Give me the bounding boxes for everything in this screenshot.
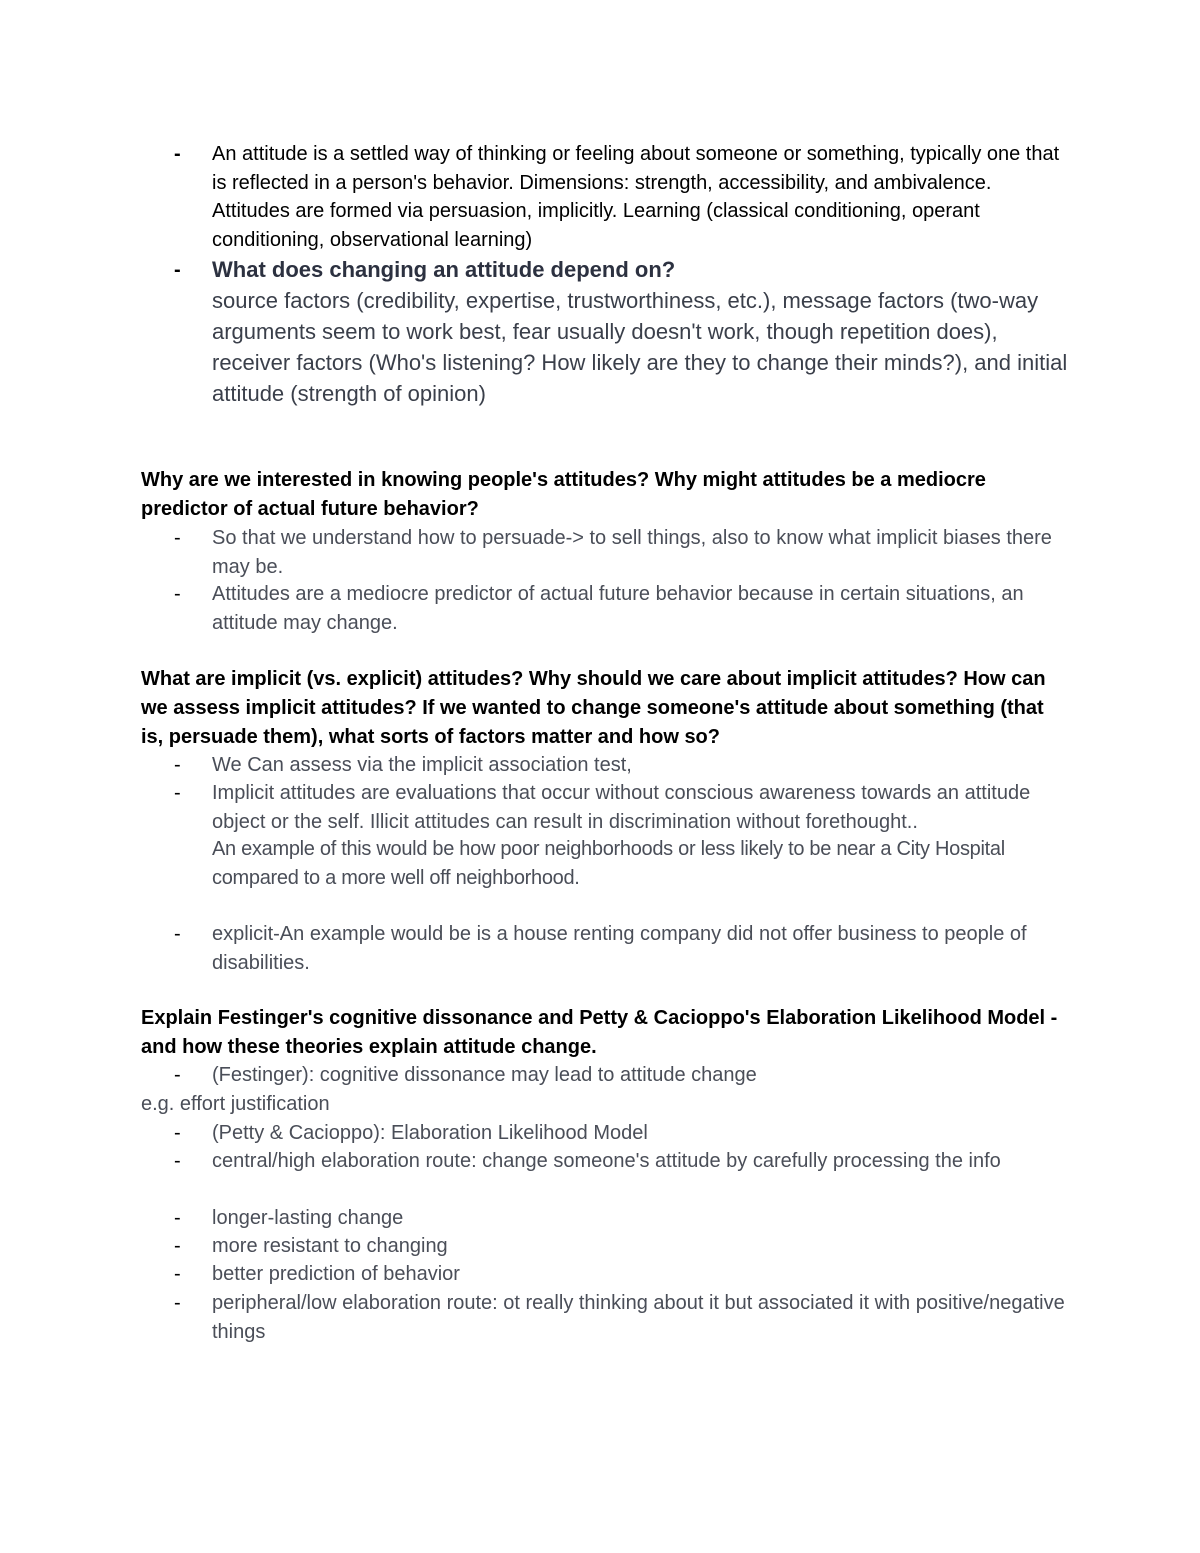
bullet-dash: -	[174, 1207, 181, 1229]
bullet-dash: -	[174, 1292, 181, 1314]
list-item: We Can assess via the implicit association test,	[212, 754, 632, 776]
list-item: better prediction of behavior	[212, 1263, 460, 1285]
bullet-dash: -	[174, 1064, 181, 1086]
example-line: e.g. effort justification	[141, 1093, 330, 1115]
bullet-dash: -	[174, 143, 181, 165]
attitude-change-answer: source factors (credibility, expertise, trustworthiness, etc.), message factors (two-way arguments seem to work best, fear usually doesn't work, though repetition does), receiver factors (Who's listening? How likely are they to change their minds?), and initial attitude (strength of opinion)	[212, 288, 1068, 406]
list-item: peripheral/low elaboration route: ot really thinking about it but associated it with positive/negative things	[212, 1292, 1065, 1343]
list-item: So that we understand how to persuade-> to sell things, also to know what implicit biases there may be.	[212, 527, 1052, 578]
list-item: explicit-An example would be is a house renting company did not offer business to people of disabilities.	[212, 923, 1027, 974]
section-heading-interest: Why are we interested in knowing people's attitudes? Why might attitudes be a mediocre predictor of actual future behavior?	[141, 469, 986, 520]
bullet-dash: -	[174, 1122, 181, 1144]
list-item: Implicit attitudes are evaluations that occur without conscious awareness towards an attitude object or the self. Illicit attitudes can result in discrimination without forethought..	[212, 782, 1031, 833]
bullet-dash: -	[174, 782, 181, 804]
bullet-dash: -	[174, 1235, 181, 1257]
bullet-dash: -	[174, 259, 181, 281]
attitude-change-question: What does changing an attitude depend on?	[212, 257, 676, 282]
list-item: (Petty & Cacioppo): Elaboration Likelihood Model	[212, 1122, 648, 1144]
list-item: (Festinger): cognitive dissonance may lead to attitude change	[212, 1064, 757, 1086]
list-item: longer-lasting change	[212, 1207, 404, 1229]
list-item: Attitudes are a mediocre predictor of actual future behavior because in certain situations, an attitude may change.	[212, 583, 1024, 634]
list-item: more resistant to changing	[212, 1235, 448, 1257]
section-heading-implicit: What are implicit (vs. explicit) attitudes? Why should we care about implicit attitudes? How can we assess implicit attitudes? If we wanted to change someone's attitude about something (that is, persuade them), what sorts of factors matter and how so?	[141, 668, 1046, 748]
bullet-dash: -	[174, 1150, 181, 1172]
bullet-dash: -	[174, 527, 181, 549]
section-heading-theories: Explain Festinger's cognitive dissonance and Petty & Cacioppo's Elaboration Likelihood Model - and how these theories explain attitude change.	[141, 1007, 1058, 1058]
attitude-definition: An attitude is a settled way of thinking or feeling about someone or something, typically one that is reflected in a person's behavior. Dimensions: strength, accessibility, and ambivalence. Attitudes are formed via persuasion, implicitly. Learning (classical conditioning, operant conditioning, observational learning)	[212, 143, 1060, 251]
bullet-dash: -	[174, 754, 181, 776]
bullet-dash: -	[174, 1263, 181, 1285]
bullet-dash: -	[174, 923, 181, 945]
example-text: An example of this would be how poor neighborhoods or less likely to be near a City Hospital compared to a more well off neighborhood.	[212, 838, 1005, 889]
attitude-change-block	[212, 254, 1072, 409]
bullet-dash: -	[174, 583, 181, 605]
list-item: central/high elaboration route: change someone's attitude by carefully processing the info	[212, 1150, 1001, 1172]
